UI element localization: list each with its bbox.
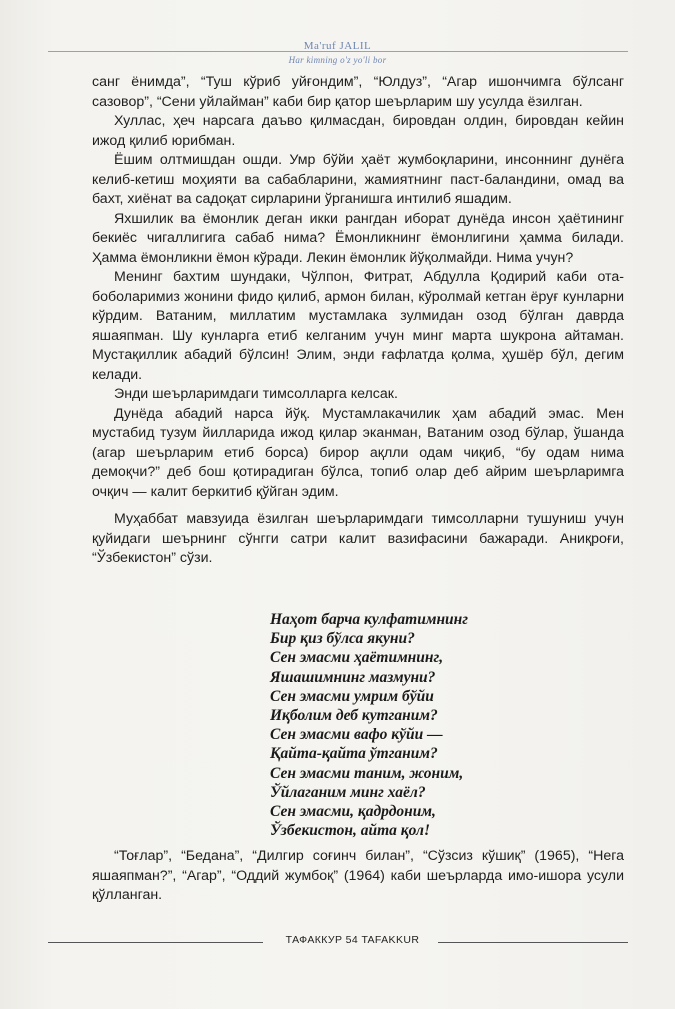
footer-page-label: ТАФАККУР 54 TAFAKKUR [285,934,420,946]
body-text [92,73,624,569]
paragraph: санг ёнимда”, “Туш кўриб уйғондим”, “Юлдуз”, “Агар ишончимга бўлсанг сазовор”, “Сени уйлайман” каби бир қатор шеърларим шу усулда ёзилган. [92,74,624,110]
running-head-author: Ma'ruf JALIL [303,40,372,52]
poem-line: Наҳот барча кулфатимнинг [270,611,468,628]
poem-line: Яшашимнинг мазмуни? [270,668,436,686]
poem-line: Сен эмасми умрим бўйи [270,687,434,705]
paragraph: Энди шеърларимдаги тимсолларга келсак. [114,386,398,402]
paragraph: Хуллас, ҳеч нарсага даъво қилмасдан, бировдан олдин, бировдан кейин ижод қилиб юрибман. [92,113,624,149]
paragraph: “Тоғлар”, “Бедана”, “Дилгир соғинч билан”, “Сўзсиз кўшиқ” (1965), “Нега яшаяпман?”, “Агар”, “Оддий жумбоқ” (1964) каби шеърларда имо-ишора усули қўлланган. [92,848,624,903]
poem-line: Сен эмасми таним, жоним, [270,764,464,782]
footer-rule-right [438,942,628,943]
paragraph: Ёшим олтмишдан ошди. Умр бўйи ҳаёт жумбоқларини, инсоннинг дунёга келиб-кетиш моҳияти ва сабабларини, жамиятнинг паст-баландини, омад ва бахт, хиёнат ва садоқат сирларини ўрганишга интилиб яшадим. [92,152,624,207]
poem-line: Сен эмасми ҳаётимнинг, [270,649,444,667]
footer-rule-left [48,942,263,943]
closing-text [92,847,624,906]
poem [270,610,570,840]
poem-line: Ўзбекистон, айта қол! [270,822,431,840]
poem-line: Сен эмасми вафо кўйи — [270,726,443,744]
paragraph: Менинг бахтим шундаки, Чўлпон, Фитрат, Абдулла Қодирий каби ота-боболаримиз жонини фидо қилиб, армон билан, кўролмай кетган ёруғ кунларни кўрдим. Ватаним, миллатим мустамлака зулмидан озод бўлган даврда яшаяпман. Шу кунларга етиб келганим учун минг марта шукрона айтаман. Мустақиллик абадий бўлсин! Элим, энди ғафлатда қолма, ҳушёр бўл, дегим келади. [92,269,624,383]
paragraph: Муҳаббат мавзуида ёзилган шеърларимдаги тимсолларни тушуниш учун қуйидаги шеърнинг сўнгги сатри калит вазифасини бажаради. Аниқроғи, “Ўзбекистон” сўзи. [92,511,624,566]
paragraph: Дунёда абадий нарса йўқ. Мустамлакачилик ҳам абадий эмас. Мен мустабид тузум йилларида ижод қилар эканман, Ватаним озод бўлар, ўшанда (агар шеърларим етиб борса) бирор ақлли одам чиқиб, “бу одам нима демоқчи?” деб бош қотирадиган бўлса, топиб олар деб айрим шеърларимга очқич — калит беркитиб қўйган эдим. [92,405,624,500]
poem-line: Иқболим деб кутганим? [270,707,438,725]
poem-line: Бир қиз бўлса якуни? [270,630,415,648]
page-footer [48,934,628,950]
running-head-title: Har kimning o'z yo'li bor [288,55,387,65]
poem-line: Қайта-қайта ўтганим? [270,745,438,763]
poem-line: Сен эмасми, қадрдоним, [270,803,436,821]
poem-line: Ўйлаганим минг хаёл? [270,783,426,801]
paragraph: Яхшилик ва ёмонлик деган икки рангдан иборат дунёда инсон ҳаётининг бекиёс чигаллигига сабаб нима? Ёмонликнинг ёмонлигини ҳамма билади. Ҳамма ёмонликни ёмон кўради. Лекин ёмонлик йўқолмайди. Нима учун? [92,210,624,266]
